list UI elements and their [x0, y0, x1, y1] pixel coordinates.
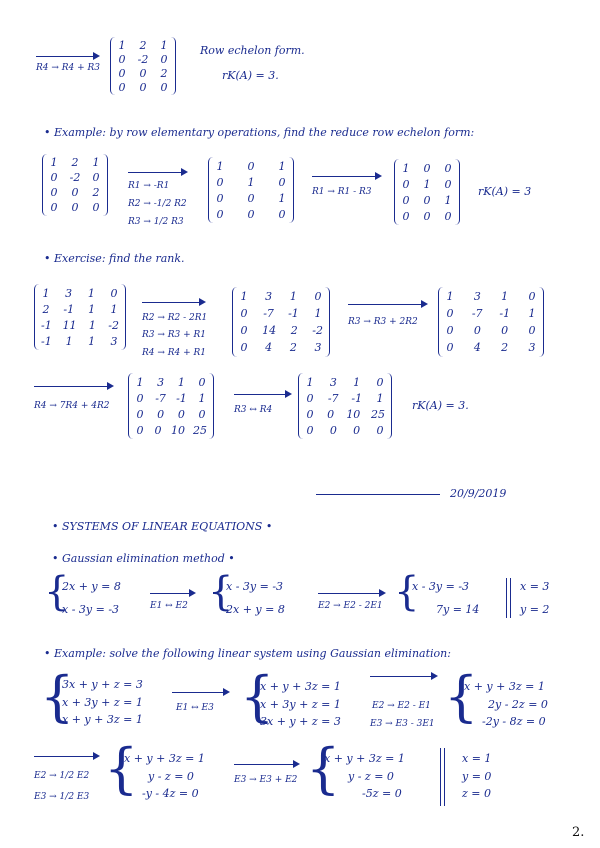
- equation: 2x + y = 8: [62, 580, 121, 593]
- equation-system: [324, 752, 405, 800]
- equation: 3x + y + z = 3: [62, 678, 143, 691]
- page-number: 2.: [572, 825, 585, 840]
- matrix-cell: 0: [160, 52, 168, 66]
- matrix-cell: 2: [160, 66, 168, 80]
- matrix-row: [49, 186, 101, 199]
- matrix-cell: 0: [501, 324, 509, 337]
- matrix-cell: 1: [501, 290, 509, 303]
- matrix-row: [135, 408, 207, 421]
- matrix-cell: -1: [351, 391, 363, 405]
- matrix-cell: -7: [263, 307, 274, 320]
- rank: rK(A) = 3: [478, 185, 532, 198]
- matrix-cell: 10: [346, 407, 361, 421]
- matrix-cell: 0: [50, 186, 58, 199]
- matrix-cell: 3: [265, 290, 273, 303]
- arrow: [234, 394, 290, 395]
- matrix-row: [215, 192, 287, 205]
- solution-value: z = 0: [462, 787, 492, 800]
- row-operation: R2 → -1/2 R2: [128, 199, 187, 209]
- matrix-row: [401, 162, 453, 175]
- matrix: [42, 154, 108, 216]
- matrix-cell: 0: [118, 66, 126, 80]
- matrix-cell: 3: [314, 341, 322, 354]
- matrix-cell: 0: [376, 375, 384, 389]
- matrix-row: [49, 201, 101, 214]
- matrix-cell: 0: [136, 391, 144, 405]
- matrix-cell: 0: [216, 175, 224, 189]
- matrix-row: [49, 171, 101, 184]
- matrix-cell: 10: [171, 423, 185, 437]
- equation: 3x + y + z = 3: [260, 715, 341, 728]
- matrix-cell: 0: [177, 407, 185, 421]
- section-heading: • SYSTEMS OF LINEAR EQUATIONS •: [52, 520, 273, 533]
- matrix-cell: 3: [65, 286, 73, 300]
- equation-system: [464, 680, 548, 728]
- matrix-cell: 0: [528, 324, 536, 337]
- matrix-cell: 0: [402, 209, 410, 223]
- matrix-cell: 0: [136, 407, 144, 421]
- matrix-cell: 0: [376, 423, 384, 437]
- matrix-cell: 4: [265, 341, 273, 354]
- matrix-row: [305, 392, 385, 405]
- row-operation: E2 → E2 - E1: [372, 701, 431, 711]
- matrix-cell: 1: [306, 375, 314, 389]
- equation: x - 3y = -3: [226, 580, 284, 593]
- matrix-cell: 0: [444, 161, 452, 175]
- matrix-cell: 1: [87, 286, 95, 300]
- solution-value: x = 3: [520, 580, 550, 593]
- matrix-row: [215, 176, 287, 189]
- equation: -2y - 8z = 0: [482, 715, 546, 728]
- equation: x + y + 3z = 1: [124, 752, 205, 765]
- matrix-cell: 0: [528, 290, 536, 303]
- matrix-cell: 0: [154, 423, 162, 437]
- matrix-row: [41, 303, 119, 316]
- matrix-cell: 1: [88, 302, 96, 316]
- matrix-cell: 1: [50, 156, 58, 169]
- equation: y - z = 0: [348, 769, 394, 783]
- row-operation: R1 → R1 - R3: [312, 187, 372, 197]
- matrix-row: [305, 376, 385, 389]
- matrix-row: [215, 160, 287, 173]
- matrix-cell: 1: [314, 307, 322, 320]
- matrix-cell: 3: [157, 375, 165, 389]
- row-operation: R4 → 7R4 + 4R2: [34, 401, 110, 411]
- equation-system: [260, 680, 341, 728]
- matrix-cell: 1: [118, 38, 126, 52]
- matrix: [208, 157, 294, 223]
- equation: -5z = 0: [362, 787, 402, 800]
- matrix-cell: 1: [423, 177, 431, 191]
- matrix-cell: 1: [376, 391, 384, 405]
- solution-divider: [440, 748, 445, 806]
- matrix-row: [239, 324, 323, 337]
- matrix-cell: 0: [444, 177, 452, 191]
- equation: x + y + 3z = 1: [62, 713, 143, 726]
- matrix-row: [135, 376, 207, 389]
- matrix-cell: 0: [240, 324, 248, 337]
- matrix-cell: 1: [42, 286, 50, 300]
- matrix-row: [401, 194, 453, 207]
- matrix-row: [445, 307, 537, 320]
- matrix-cell: 1: [240, 290, 248, 303]
- matrix-cell: 0: [160, 80, 168, 94]
- matrix-cell: 0: [327, 407, 335, 421]
- matrix-row: [117, 53, 169, 66]
- arrow: [142, 302, 204, 303]
- matrix-cell: 0: [216, 191, 224, 205]
- matrix-cell: 1: [110, 302, 118, 316]
- matrix-cell: 1: [247, 175, 255, 189]
- matrix: [232, 287, 330, 357]
- matrix-cell: 3: [528, 341, 536, 354]
- rank: rK(A) = 3.: [222, 69, 279, 82]
- matrix-row: [445, 341, 537, 354]
- left-brace: {: [208, 569, 234, 615]
- matrix-cell: 3: [110, 334, 118, 348]
- equation: x + y + 3z = 1: [260, 680, 341, 693]
- matrix-row: [41, 335, 119, 348]
- matrix-cell: 0: [423, 209, 431, 223]
- matrix-cell: -7: [155, 391, 166, 405]
- row-operation: E1 ↔ E2: [150, 601, 188, 611]
- matrix-cell: 0: [306, 423, 314, 437]
- matrix-cell: 0: [157, 407, 165, 421]
- matrix-cell: 0: [444, 209, 452, 223]
- matrix-cell: 2: [42, 302, 50, 316]
- matrix-cell: 0: [473, 324, 481, 337]
- row-operation: R2 → R2 - 2R1: [142, 313, 208, 323]
- matrix-cell: 0: [402, 193, 410, 207]
- matrix-cell: 0: [247, 191, 255, 205]
- matrix-cell: 0: [423, 161, 431, 175]
- matrix-cell: 0: [198, 375, 206, 389]
- matrix-row: [117, 81, 169, 94]
- matrix-cell: 2: [289, 341, 297, 354]
- matrix-cell: 0: [278, 175, 286, 189]
- left-brace: {: [240, 665, 275, 728]
- matrix-row: [117, 39, 169, 52]
- matrix-cell: 11: [62, 318, 77, 332]
- matrix-cell: 1: [289, 290, 297, 303]
- left-brace: {: [444, 665, 479, 728]
- matrix-cell: -1: [288, 307, 299, 320]
- matrix-cell: 0: [247, 159, 255, 173]
- matrix-cell: -1: [41, 334, 52, 348]
- arrow: [234, 764, 298, 765]
- equation: 2y - 2z = 0: [488, 697, 548, 711]
- matrix-cell: 1: [88, 318, 96, 332]
- matrix-cell: 1: [353, 375, 361, 389]
- matrix-row: [401, 210, 453, 223]
- rank: rK(A) = 3.: [412, 399, 469, 412]
- matrix-cell: 0: [110, 286, 118, 300]
- heading-exercise: • Exercise: find the rank.: [44, 252, 185, 265]
- arrow: [172, 692, 228, 693]
- equation: x - 3y = -3: [62, 603, 120, 616]
- matrix-cell: 0: [353, 423, 361, 437]
- matrix-cell: 0: [446, 307, 454, 320]
- row-operation: E3 → E3 - 3E1: [370, 719, 435, 729]
- matrix-cell: 0: [240, 307, 248, 320]
- matrix-row: [49, 156, 101, 169]
- heading-example: • Example: solve the following linear system using Gaussian elimination:: [44, 647, 451, 660]
- matrix-cell: 1: [92, 156, 100, 169]
- solution-value: y = 2: [520, 603, 550, 616]
- matrix-row: [239, 307, 323, 320]
- matrix: [110, 37, 176, 95]
- equation: x - 3y = -3: [412, 580, 470, 593]
- arrow: [128, 172, 186, 173]
- matrix-cell: 0: [402, 177, 410, 191]
- matrix-cell: 0: [446, 324, 454, 337]
- arrow: [318, 593, 384, 594]
- matrix-cell: 0: [139, 80, 147, 94]
- row-operation: R3 → R3 + R1: [142, 330, 207, 340]
- equation: x + y + 3z = 1: [324, 752, 405, 765]
- matrix-cell: 25: [370, 407, 385, 421]
- matrix-cell: 0: [136, 423, 144, 437]
- matrix-cell: 1: [160, 38, 168, 52]
- row-operation: E1 ↔ E3: [176, 703, 214, 713]
- matrix-cell: 0: [314, 290, 322, 303]
- matrix-row: [135, 392, 207, 405]
- arrow: [150, 593, 194, 594]
- arrow: [312, 176, 380, 177]
- left-brace: {: [44, 569, 70, 615]
- arrow: [34, 386, 112, 387]
- matrix-row: [239, 341, 323, 354]
- matrix: [438, 287, 544, 357]
- matrix: [128, 373, 214, 439]
- matrix-cell: 2: [71, 156, 79, 169]
- solution: [462, 752, 491, 800]
- equation-system: [124, 752, 205, 800]
- equation-system: [62, 678, 143, 726]
- arrow: [34, 756, 98, 757]
- matrix-cell: -2: [69, 171, 81, 184]
- matrix-cell: 2: [139, 38, 147, 52]
- equation: x + 3y + z = 1: [260, 697, 341, 711]
- left-brace: {: [306, 737, 341, 800]
- matrix-cell: 2: [92, 186, 100, 199]
- matrix-cell: 1: [177, 375, 185, 389]
- equation: -y - 4z = 0: [142, 787, 199, 800]
- matrix-cell: 0: [92, 201, 100, 214]
- equation: 2x + y = 8: [226, 603, 285, 616]
- matrix-cell: 0: [139, 66, 147, 80]
- matrix-cell: 1: [402, 161, 410, 175]
- solution-value: y = 0: [462, 769, 492, 783]
- equation: y - z = 0: [148, 769, 194, 783]
- row-operation: E2 → E2 - 2E1: [318, 601, 383, 611]
- matrix-cell: 2: [501, 341, 509, 354]
- matrix-cell: 1: [136, 375, 144, 389]
- matrix-cell: -2: [312, 324, 323, 337]
- row-operation: R3 ↔ R4: [234, 405, 273, 415]
- matrix-cell: 0: [50, 171, 58, 184]
- matrix-cell: 1: [88, 334, 96, 348]
- matrix-row: [305, 408, 385, 421]
- row-operation: R4 → R4 + R3: [36, 63, 101, 73]
- row-operation: R3 → R3 + 2R2: [348, 317, 418, 327]
- left-brace: {: [40, 665, 75, 728]
- matrix-cell: 0: [71, 186, 79, 199]
- matrix-cell: 0: [446, 341, 454, 354]
- matrix-cell: 0: [118, 52, 126, 66]
- matrix-cell: 1: [198, 391, 206, 405]
- method-heading: • Gaussian elimination method •: [52, 552, 235, 565]
- matrix-cell: -1: [63, 302, 75, 316]
- equation-system: [412, 580, 479, 616]
- matrix-cell: 0: [306, 391, 314, 405]
- matrix-cell: 0: [306, 407, 314, 421]
- matrix-cell: -1: [499, 307, 511, 320]
- matrix-row: [215, 208, 287, 221]
- row-operation: E3 → E3 + E2: [234, 775, 298, 785]
- matrix-cell: 0: [71, 201, 79, 214]
- matrix-row: [445, 324, 537, 337]
- matrix-cell: 25: [193, 423, 207, 437]
- equation: x + y + 3z = 1: [464, 680, 545, 693]
- matrix-cell: 0: [92, 171, 100, 184]
- row-operation: R1 → -R1: [128, 181, 170, 191]
- equation-system: [62, 580, 121, 616]
- matrix-cell: 0: [216, 207, 224, 221]
- matrix-row: [401, 178, 453, 191]
- solution-divider: [506, 578, 511, 618]
- matrix-row: [41, 319, 119, 332]
- matrix-cell: 0: [247, 207, 255, 221]
- matrix-cell: 1: [278, 191, 286, 205]
- matrix-row: [41, 287, 119, 300]
- left-brace: {: [104, 737, 139, 800]
- matrix-cell: -7: [327, 391, 339, 405]
- matrix-cell: 4: [473, 341, 481, 354]
- matrix-cell: 0: [423, 193, 431, 207]
- arrow: [36, 56, 98, 57]
- matrix: [34, 284, 126, 350]
- matrix-row: [135, 424, 207, 437]
- matrix-cell: 0: [278, 207, 286, 221]
- label-row-echelon: Row echelon form.: [200, 44, 305, 57]
- matrix: [298, 373, 392, 439]
- solution: [520, 580, 549, 616]
- matrix-cell: -2: [108, 318, 119, 332]
- matrix-cell: 3: [329, 375, 337, 389]
- matrix-row: [305, 424, 385, 437]
- matrix-cell: 1: [444, 193, 452, 207]
- arrow: [370, 676, 436, 677]
- matrix-cell: 14: [262, 324, 277, 337]
- date-line: [316, 494, 440, 495]
- date: 20/9/2019: [450, 487, 507, 500]
- matrix-cell: 0: [50, 201, 58, 214]
- row-operation: E3 → 1/2 E3: [34, 792, 90, 802]
- matrix-cell: -1: [176, 391, 187, 405]
- row-operation: R3 → 1/2 R3: [128, 217, 184, 227]
- matrix-cell: 0: [198, 407, 206, 421]
- matrix-cell: 1: [528, 307, 536, 320]
- row-operation: R4 → R4 + R1: [142, 348, 207, 358]
- matrix-cell: -1: [41, 318, 52, 332]
- matrix-row: [117, 67, 169, 80]
- matrix-cell: 3: [473, 290, 481, 303]
- matrix-cell: 0: [240, 341, 248, 354]
- heading-example: • Example: by row elementary operations, find the reduce row echelon form:: [44, 126, 475, 139]
- matrix-cell: 2: [290, 324, 298, 337]
- matrix-row: [445, 290, 537, 303]
- matrix-cell: 0: [118, 80, 126, 94]
- matrix-row: [239, 290, 323, 303]
- arrow: [348, 304, 426, 305]
- matrix-cell: 1: [65, 334, 73, 348]
- equation-system: [226, 580, 285, 616]
- equation: 7y = 14: [436, 603, 480, 616]
- solution-value: x = 1: [462, 752, 492, 765]
- matrix: [394, 159, 460, 225]
- matrix-cell: 1: [446, 290, 454, 303]
- equation: x + 3y + z = 1: [62, 695, 143, 709]
- matrix-cell: -2: [137, 52, 149, 66]
- matrix-cell: 1: [216, 159, 224, 173]
- left-brace: {: [394, 569, 420, 615]
- matrix-cell: -7: [471, 307, 483, 320]
- matrix-cell: 0: [329, 423, 337, 437]
- row-operation: E2 → 1/2 E2: [34, 771, 90, 781]
- matrix-cell: 1: [278, 159, 286, 173]
